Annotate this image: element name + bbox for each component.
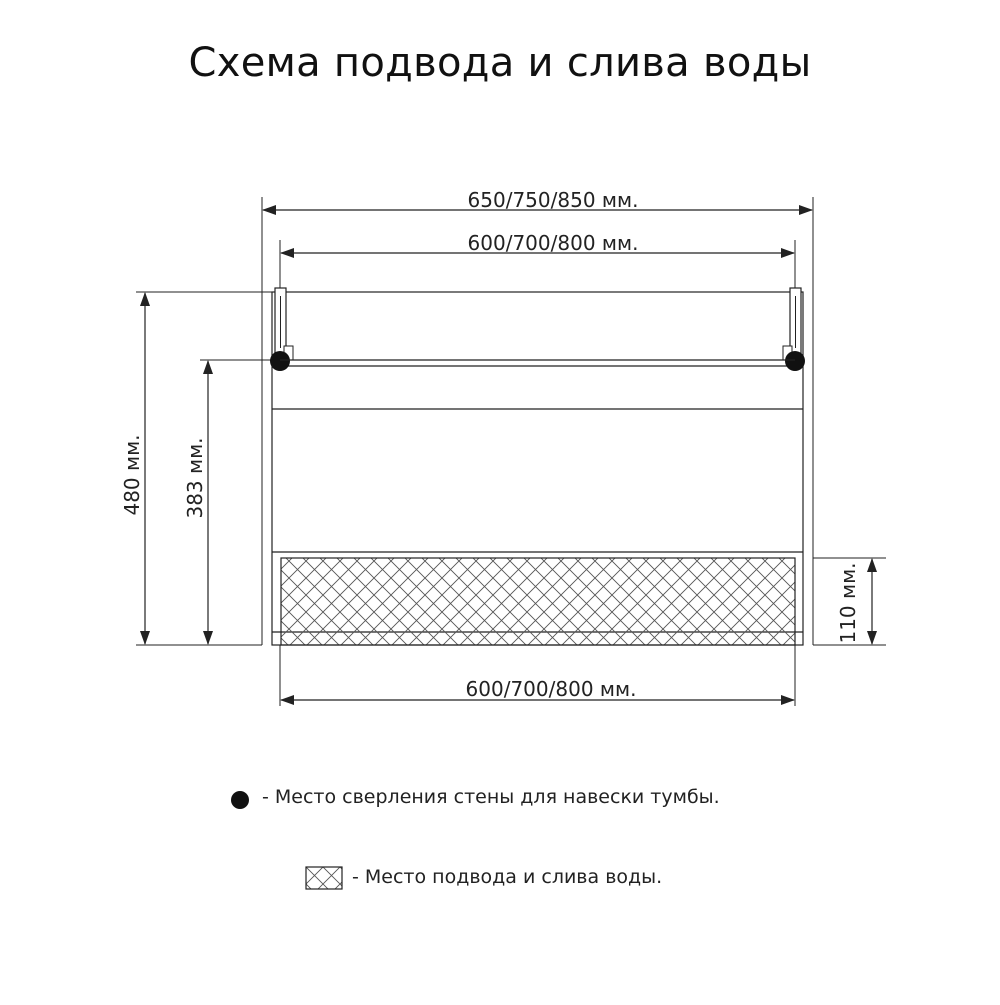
right-drill-point <box>785 351 805 371</box>
legend-drill-text: - Место сверления стены для навески тумбы. <box>262 786 720 808</box>
mount-height-label: 383 мм. <box>183 437 207 519</box>
left-drill-point <box>270 351 290 371</box>
left-mount-bracket <box>270 288 293 371</box>
inner-width-bottom-label: 600/700/800 мм. <box>465 677 637 701</box>
legend-drill-icon <box>231 791 249 809</box>
legend-water-text: - Место подвода и слива воды. <box>352 866 663 888</box>
legend-water-icon <box>306 867 342 889</box>
outer-width-label: 650/750/850 мм. <box>467 188 639 212</box>
right-mount-bracket <box>783 288 805 371</box>
water-zone-height-label: 110 мм. <box>836 562 860 644</box>
inner-width-top-label: 600/700/800 мм. <box>467 231 639 255</box>
total-height-label: 480 мм. <box>120 434 144 516</box>
water-supply-zone <box>281 558 795 645</box>
page-title: Схема подвода и слива воды <box>188 40 812 86</box>
